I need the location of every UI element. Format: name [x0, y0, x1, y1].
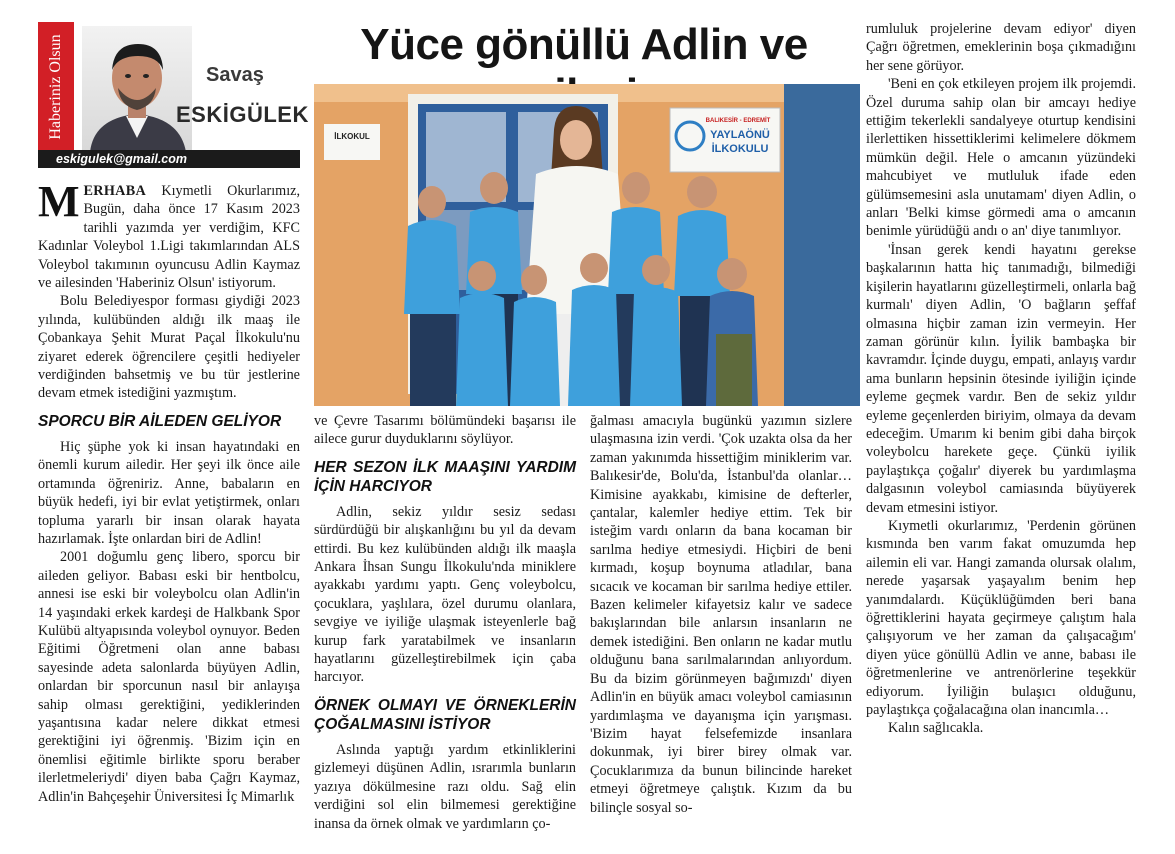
photo-sign-right-name-1: YAYLAÖNÜ — [710, 129, 770, 141]
paragraph: Aslında yaptığı yardım etkinliklerini gizlemeyi düşünen Adlin, ısrarımla bunların yazıya dökülmesine razı oldu. Sağ elin verdiğini sol elin bilmemesi gerektiğine inansa da örnek olmak ve yardımların ço- — [314, 741, 576, 832]
intro-text: Kıymetli Okurlarımız, Bugün, daha önce 17 Kasım 2023 tarihli yazımda yer verdiğim, KFC Kadınlar Voleybol 1.Ligi takımlarından ALS Voleybol takımının oyuncusu Adlin Kaymaz ve ailesinden 'Haberiniz Olsun' istiyorum. — [38, 183, 300, 292]
column-label: Haberiniz Olsun — [47, 34, 64, 140]
article-column-4 — [866, 20, 1136, 738]
author-email[interactable]: eskigulek@gmail.com — [38, 150, 300, 168]
paragraph: Hiç şüphe yok ki insan hayatındaki en önemli kurum ailedir. Her şeyi ilk önce aile ortamında öğreniriz. Anne, babaların en büyük hedefi, iyi bir evlat yetiştirmek, onları topluma yararlı bir insan olarak hayata hazırlamak. İşte onlardan biri de Adlin! — [38, 438, 300, 547]
subheading: ÖRNEK OLMAYI VE ÖRNEKLERİN ÇOĞALMASINI İSTİYOR — [314, 696, 576, 733]
article-headline: Yüce gönüllü Adlin ve — [360, 20, 808, 69]
subheading: HER SEZON İLK MAAŞINI YARDIM İÇİN HARCIYOR — [314, 458, 576, 495]
paragraph: ğalması amacıyla bugünkü yazımın sizlere ulaşmasına izin verdi. 'Çok uzakta olsa da her zaman yakınımda hissettiğim miniklerim var. Balıkesir'de, Bolu'da, İstanbul'da olanlar… Kimisine ayakkabı, kimisine de defterler, çantalar, kalemler hediye ettim. Tek bir isteğim vardı onların da bana kocaman bir sarılma hediye etmesiydi. Hiçbiri de beni kırmadı, koşup boynuma atladılar, bana sıcacık ve kocaman bir sarılma hediye ettiler. Bazen kelimeler kifayetsiz kalır ve sadece bakışlarından bile anlarsın insanların ne demek istediğini. Ben onların ne kadar mutlu olduğunu bana sarılmalarından anlıyordum. Bu da bizim görünmeyen bağımızdı' diyen Adlin'in en büyük amacı voleybol camiasının yardımlaşma ve dayanışma için yarışması. 'Bizim hayat felsefemizde insanlara dokunmak, iyi birer birey olmak var. Çocuklarımıza da bunun bilincinde hareket etmeyi öğretmeye çalıştık. Kızım da bu bilinçle sosyal so- — [590, 413, 852, 816]
author-last-name: ESKİGÜLEK — [176, 102, 309, 127]
article-photo — [314, 84, 860, 406]
paragraph: ve Çevre Tasarımı bölümündeki başarısı ile ailece gurur duyduklarını söylüyor. — [314, 413, 576, 448]
article-column-1 — [38, 177, 300, 806]
paragraph: Kalın sağlıcakla. — [888, 720, 984, 737]
photo-sign-right-name-2: İLKOKULU — [711, 143, 769, 155]
paragraph: Adlin, sekiz yıldır sesiz sedası sürdürdüğü bir alışkanlığını bu yıl da devam ettirdi. Bu kez kulübünden aldığı ilk maaşla Ankara İhsan Sungu İlkokulu'nda miniklere ayakkabı yardımı yaptı. Genç voleybolcu, çocuklara, yaşlılara, özel durumu olanlara, sevgiye ve iyiliğe ulaşmak isteyenlerle bağ kurup fark yaratabilmek ve insanların hayatlarını güzelleştirebilmek için çaba harcıyor. — [314, 503, 576, 686]
paragraph: Bolu Belediyespor forması giydiği 2023 yılında, kulübünden aldığı ilk maaş ile Çobankaya Şehit Murat Paçal İlkokulu'nu ziyaret ederek öğrencilere çeşitli hediyeler verdiğinden bahsetmiş ve bu tür jestlerine devam etmek istediğini yazmıştım. — [38, 293, 300, 402]
paragraph: rumluluk projelerine devam ediyor' diyen Çağrı öğretmen, emeklerinin boşa çıkmadığını her sene görüyor. — [866, 21, 1136, 74]
drop-cap: M — [38, 177, 80, 226]
author-portrait — [82, 26, 192, 152]
column-label-box — [38, 22, 74, 152]
subheading: SPORCU BİR AİLEDEN GELİYOR — [38, 412, 282, 430]
photo-sign-right-top: BALIKESİR - EDREMİT — [705, 118, 771, 124]
paragraph: 'Beni en çok etkileyen projem ilk projemdi. Özel duruma sahip olan bir amcayı hediye ettiğim tekerlekli sandalyeye oturtup kendisini ilerlettiken hissettiklerimi kelimelere dökmem mümkün değil. Hele o amcanın yüzündeki mahcubiyet ve mutluluk ifade eden gülümsemesini asla unutamam' diyen Adlin, o anları 'Belki kimse görmedi ama o amcanın benimle yürüdüğü andı o an' diye tanımlıyor. — [866, 76, 1136, 240]
paragraph: 2001 doğumlu genç libero, sporcu bir aileden geliyor. Babası eski bir hentbolcu, annesi ise eski bir voleybolcu olan Adlin'in 14 yaşındaki erkek kardeşi de Halkbank Spor Kulübü altyapısında voleybol oynuyor. Beden Eğitimi Öğretmeni olan anne babası sayesinde adeta salonlarda büyüyen Adlin, onlardan bir sporcunun nasıl bir anlayışa sahip olması gerektiğini, yediklerinden yaşantısına kadar nelere dikkat etmesi gerektiğini iyi öğrenmiş. 'Bizim için en önemlisi eğitimle birlikte sporu beraber ilerletmeleriydi' diyen baba Çağrı Kaymaz, Adlin'in Bahçeşehir Üniversitesi İç Mimarlık — [38, 549, 300, 805]
article-column-3 — [590, 412, 852, 817]
paragraph: Kıymetli okurlarımız, 'Perdenin görünen kısmında ben varım fakat omuzumda hep ailemin eli var. Hangi zamanda olursak olalım, nerede yaşarsak yaşayalım benim hep yanımdalardı. Küçüklüğümden beri bana öğrettiklerini hayata geçirmeye çalıştım hala çalışıyorum ve her zaman da çalışacağım' diyen yüce gönüllü Adlin ve anne, babası ile öğretmenlerine ve antrenörlerine teşekkür ediyorum. İyiliğin bulaşıcı olduğunu, paylaştıkça çoğalacağına olan inancımla… — [866, 517, 1136, 719]
intro-lead: ERHABA — [83, 183, 147, 199]
intro-paragraph — [38, 177, 300, 292]
paragraph: 'İnsan gerek kendi hayatını gerekse başkalarının hatta hiç tanımadığı, bilmediği kişilerin hayatlarını güzelleştirmeli, onlarla bağ kurmalı' diyen Adlin, 'O bağların şeffaf olmasına hiçbir zaman izin vermeyin. Her zaman görünür kılın. İyilik bambaşka bir kavramdır. İçinde duygu, empati, anlayış vardır ama bunların hepsinin ötesinde iyiliğin içinde eyleme geçmek vardır. Ben de sekiz yıldır eyleme geçenlerden biriyim, olmaya da devam edeceğim. Umarım ki benim gibi daha birçok voleybolcu harekete geçe. Çünkü iyilik paylaştıkça çoğalır' diyerek bu yardımlaşma dalgasının voleybol camiasında büyüyerek devam etmesini istiyor. — [866, 241, 1136, 516]
photo-sign-left: İLKOKUL — [334, 132, 370, 141]
column-header — [38, 22, 309, 154]
author-first-name: Savaş — [206, 64, 264, 86]
article-column-2 — [314, 412, 576, 833]
